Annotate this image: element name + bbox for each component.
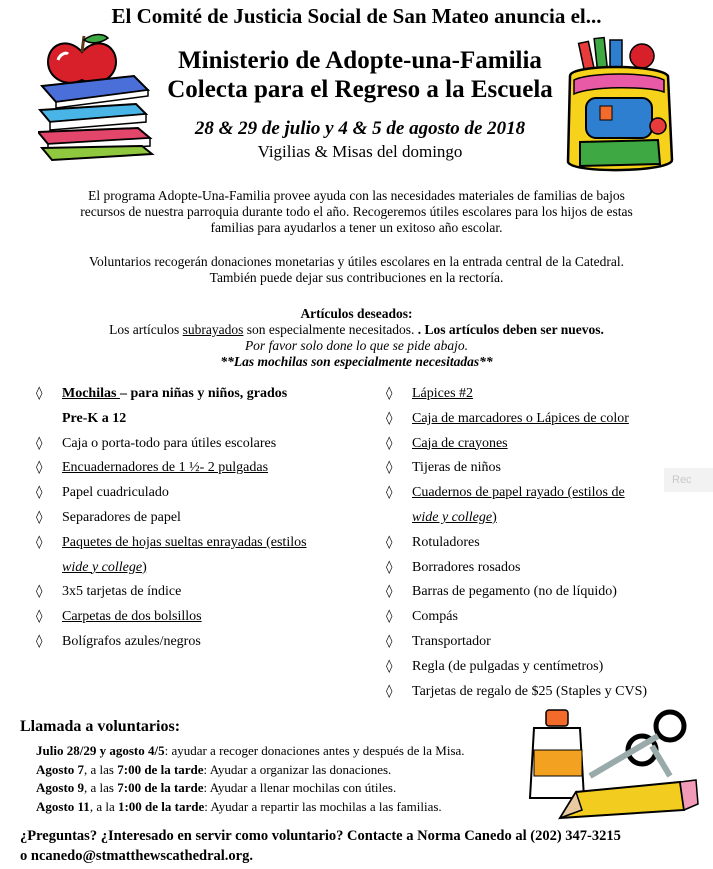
item-underlined: Encuadernadores de 1 ½- 2 pulgadas	[62, 460, 269, 476]
right-items-list	[382, 382, 692, 704]
list-item	[382, 605, 692, 630]
intro-line: familias para ayudarlos a tener un exitoso año escolar.	[210, 220, 503, 235]
schedule-text: , a la	[89, 798, 118, 814]
item-underlined: Caja de crayones	[412, 435, 508, 451]
item-underlined: )	[142, 559, 147, 575]
item-underlined: Mochilas	[62, 386, 120, 401]
item-text: Regla (de pulgadas y centímetros)	[412, 658, 604, 674]
item-text: Transportador	[412, 633, 491, 649]
item-underlined: Carpetas de dos bolsillos	[62, 609, 202, 625]
articles-note-bold: . Los artículos deben ser nuevos.	[417, 322, 604, 337]
schedule-time: 7:00 de la tarde	[117, 780, 204, 795]
schedule-text: : Ayudar a organizar las donaciones.	[203, 761, 392, 777]
schedule-time: 1:00 de la tarde	[117, 798, 205, 814]
list-item	[382, 680, 692, 705]
contact-section	[20, 826, 700, 866]
list-item	[382, 655, 692, 680]
backpacks-note: **Las mochilas son especialmente necesitadas**	[220, 354, 493, 369]
item-text: 3x5 tarjetas de índice	[62, 584, 182, 600]
list-item	[382, 630, 692, 655]
watermark-fragment: Rec	[664, 468, 713, 492]
item-underlined: Caja de marcadores o Lápices de color	[412, 410, 629, 426]
list-item	[32, 580, 362, 605]
item-text: Caja o porta-todo para útiles escolares	[62, 435, 277, 451]
schedule-date: Agosto 11	[36, 798, 90, 814]
schedule-text: : Ayudar a llenar mochilas con útiles.	[203, 780, 397, 795]
schedule-text: : Ayudar a repartir las mochilas a las familias.	[204, 798, 442, 814]
list-item	[32, 531, 362, 581]
item-text: Compás	[412, 609, 458, 625]
intro-line: El programa Adopte-Una-Familia provee ayuda con las necesidades materiales de familias de bajos	[88, 188, 625, 203]
list-item	[32, 481, 362, 506]
articles-note-underlined: subrayados	[182, 322, 244, 337]
volunteer-schedule	[36, 742, 465, 816]
item-text: Separadores de papel	[62, 509, 181, 525]
schedule-time: 7:00 de la tarde	[117, 761, 204, 777]
schedule-date: Agosto 9	[36, 780, 85, 795]
item-text: Bolígrafos azules/negros	[62, 633, 201, 649]
left-items-list	[32, 382, 362, 655]
list-item	[32, 506, 362, 531]
list-item	[32, 432, 362, 457]
intro-line: recursos de nuestra parroquia durante todo el año. Recogeremos útiles escolares para los hijos de estas	[80, 204, 633, 219]
school-supplies-clipart	[520, 706, 700, 822]
item-underlined: Cuadernos de papel rayado (estilos de	[412, 485, 625, 501]
item-text: Pre-K a 12	[62, 410, 127, 426]
volunteer-line: También puede dejar sus contribuciones en la rectoría.	[209, 270, 504, 285]
volunteer-paragraph	[20, 254, 693, 286]
list-item	[382, 580, 692, 605]
list-item	[382, 556, 692, 581]
list-item	[32, 605, 362, 630]
schedule-text: , a las	[84, 780, 118, 795]
schedule-row	[36, 798, 465, 817]
articles-instruction: Por favor solo done lo que se pide abajo.	[244, 338, 469, 353]
flyer-title	[120, 46, 600, 104]
articles-note	[20, 322, 693, 338]
list-item	[32, 630, 362, 655]
list-item	[382, 432, 692, 457]
item-underlined: Lápices #2	[412, 386, 474, 401]
title-line-2: Colecta para el Regreso a la Escuela	[167, 76, 553, 103]
articles-note-text: Los artículos	[109, 322, 183, 337]
schedule-text: : ayudar a recoger donaciones antes y después de la Misa.	[164, 743, 465, 758]
item-text: Borradores rosados	[412, 559, 521, 575]
item-underlined: Paquetes de hojas sueltas enrayadas (estilos	[62, 534, 307, 550]
mass-schedule: Vigilias & Misas del domingo	[257, 142, 463, 161]
volunteers-heading: Llamada a voluntarios:	[20, 718, 181, 735]
announcement-heading: El Comité de Justicia Social de San Mateo anuncia el...	[111, 4, 602, 28]
list-item	[32, 456, 362, 481]
item-underlined: wide y college	[412, 509, 493, 525]
list-item	[382, 531, 692, 556]
schedule-date: Julio 28/29 y agosto 4/5	[36, 743, 165, 758]
item-underlined: )	[492, 509, 497, 525]
collection-dates: 28 & 29 de julio y 4 & 5 de agosto de 2018	[194, 118, 526, 139]
wanted-articles-section	[20, 306, 693, 370]
list-item	[32, 382, 362, 432]
list-item	[382, 407, 692, 432]
schedule-date: Agosto 7	[36, 761, 85, 777]
schedule-row	[36, 779, 465, 798]
item-underlined: wide y college	[62, 559, 143, 575]
title-line-1: Ministerio de Adopte-una-Familia	[178, 47, 542, 74]
item-text: Barras de pegamento (no de líquido)	[412, 584, 617, 600]
item-text: Papel cuadriculado	[62, 485, 169, 501]
articles-heading: Artículos deseados:	[300, 306, 413, 321]
item-text: Rotuladores	[412, 534, 480, 550]
item-text: Tarjetas de regalo de $25 (Staples y CVS)	[412, 683, 648, 699]
volunteer-line: Voluntarios recogerán donaciones monetarias y útiles escolares en la entrada central de la Catedral.	[88, 254, 625, 269]
list-item	[382, 456, 692, 481]
articles-note-text: son especialmente necesitados.	[243, 322, 418, 337]
list-item	[382, 382, 692, 407]
schedule-row	[36, 742, 465, 761]
item-text: – para niñas y niños, grados	[119, 386, 288, 401]
list-item	[382, 481, 692, 531]
contact-email: o ncanedo@stmatthewscathedral.org.	[20, 848, 253, 864]
intro-paragraph	[20, 188, 693, 236]
schedule-text: , a las	[84, 761, 118, 777]
schedule-row	[36, 761, 465, 780]
item-text: Tijeras de niños	[412, 460, 501, 476]
contact-line: ¿Preguntas? ¿Interesado en servir como voluntario? Contacte a Norma Canedo al (202) 347-3215	[20, 828, 621, 844]
